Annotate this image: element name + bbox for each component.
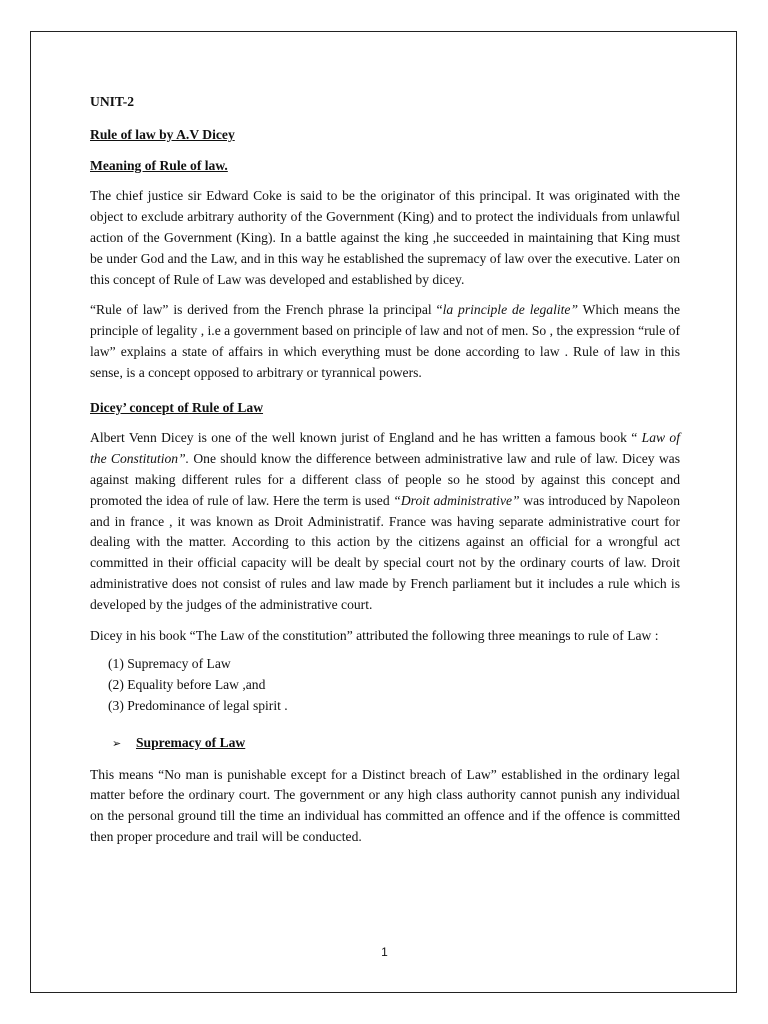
book-title: Law of the Constitution”.	[90, 430, 680, 467]
paragraph-derivation-text-a: “Rule of law” is derived from the French phrase la principal “	[90, 302, 443, 318]
arrow-bullet-icon: ➢	[112, 736, 122, 750]
document-page	[30, 31, 737, 993]
page-number: 1	[381, 945, 388, 959]
paragraph-dicey-text-a: Albert Venn Dicey is one of the well known jurist of England and he has written a famous book “	[90, 430, 642, 446]
paragraph-derivation-text-b: Which means the principle of legality , i.e a government based on principle of law and not of men. So , the expression “rule of law” explains a state of affairs in which everything must be done according to law . Rule of law in this sense, is a concept opposed to arbitrary or tyrannical powers.	[90, 302, 680, 380]
supremacy-heading: Supremacy of Law	[136, 734, 246, 750]
paragraph-three-meanings: Dicey in his book “The Law of the constitution” attributed the following three meanings to rule of Law :	[90, 627, 659, 643]
droit-administrative-term: “Droit administrative”	[393, 492, 520, 508]
french-phrase: la principle de legalite”	[442, 302, 579, 318]
paragraph-dicey	[90, 428, 680, 615]
dicey-concept-heading: Dicey’ concept of Rule of Law	[90, 399, 264, 415]
paragraph-supremacy: This means “No man is punishable except for a Distinct breach of Law” established in the ordinary legal matter before the ordinary court. The government or any high class authority cannot punish any individual on the personal ground till the time an individual has committed an offence and if the offence is committed then proper procedure and trail will be conducted.	[90, 766, 680, 844]
meaning-heading: Meaning of Rule of law.	[90, 157, 228, 173]
list-item: (2) Equality before Law ,and	[108, 677, 266, 693]
paragraph-dicey-text-b: One should know the difference between administrative law and rule of law. Dicey was against making different rules for a different class of people so he stood by against this concept and promoted the idea of rule of law. Here the term is used	[90, 451, 680, 508]
paragraph-dicey-text-c: was introduced by Napoleon and in france , it was known as Droit Administratif. France was having separate administrative court for dealing with the matter. According to this action by the citizens against an official for a wrongful act committed in their official capacity will be dealt by special court not by the ordinary courts of law. Droit administrative does not consist of rules and law made by French parliament but it includes a rule which is developed by the judges of the administrative court.	[90, 492, 681, 612]
unit-title: UNIT-2	[90, 94, 135, 109]
document-title: Rule of law by A.V Dicey	[90, 126, 235, 142]
paragraph-derivation	[90, 300, 680, 383]
meanings-list	[90, 654, 680, 716]
list-item: (1) Supremacy of Law	[108, 656, 231, 672]
list-item: (3) Predominance of legal spirit .	[108, 697, 288, 713]
supremacy-heading-row	[112, 733, 680, 755]
document-body	[90, 92, 680, 858]
paragraph-coke: The chief justice sir Edward Coke is said to be the originator of this principal. It was originated with the object to exclude arbitrary authority of the Government (King) and to protect the individuals from unlawful action of the Government (King). In a battle against the king ,he succeeded in maintaining that King must be under God and the Law, and in this way he established the supremacy of law over the executive. Later on this concept of Rule of Law was developed and established by dicey.	[90, 188, 680, 287]
